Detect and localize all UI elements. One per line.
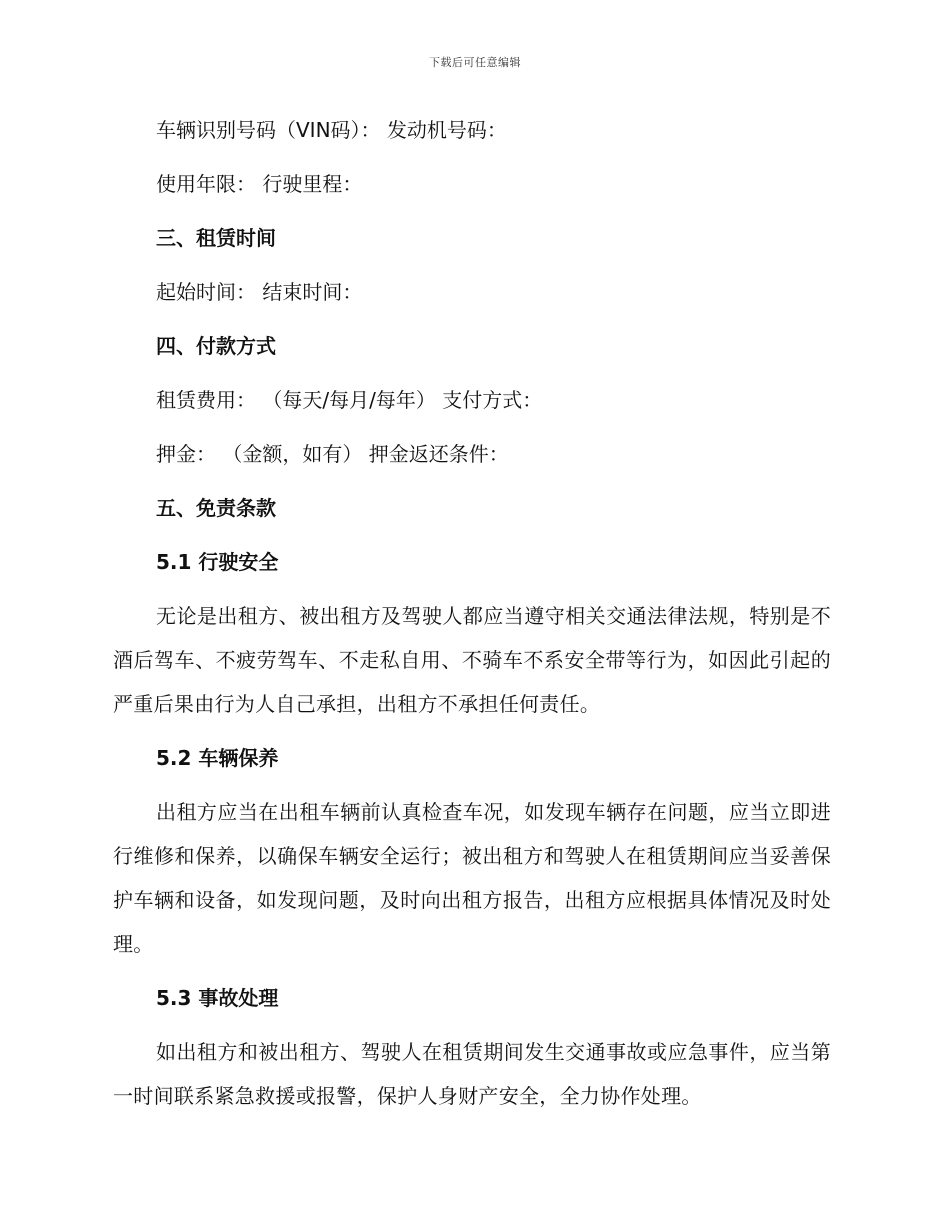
section-5-title: 五、免责条款: [156, 496, 276, 520]
section-4-title: 四、付款方式: [156, 334, 276, 358]
subsection-5-1-title: 5.1 行驶安全: [156, 550, 279, 574]
subsection-5-2-body: 出租方应当在出租车辆前认真检查车况，如发现车辆存在问题，应当立即进行维修和保养，以确保车辆安全运行；被出租方和驾驶人在租赁期间应当妥善保护车辆和设备，如发现问题，及时向出租方报告，出租方应根据具体情况及时处理。: [113, 800, 831, 956]
subsection-5-3-body: 如出租方和被出租方、驾驶人在租赁期间发生交通事故或应急事件，应当第一时间联系紧急救援或报警，保护人身财产安全，全力协作处理。: [113, 1040, 831, 1108]
section-3-title: 三、租赁时间: [156, 226, 276, 250]
years-mileage-line: 使用年限： 行驶里程：: [156, 172, 363, 196]
header-note: 下载后可任意编辑: [429, 56, 521, 69]
subsection-5-3-title: 5.3 事故处理: [156, 986, 279, 1010]
subsection-5-1-body: 无论是出租方、被出租方及驾驶人都应当遵守相关交通法律法规，特别是不酒后驾车、不疲劳驾车、不走私自用、不骑车不系安全带等行为，如因此引起的严重后果由行为人自己承担，出租方不承担任何责任。: [113, 604, 831, 716]
deposit-line: 押金： （金额，如有） 押金返还条件：: [156, 442, 509, 466]
vin-engine-line: 车辆识别号码（VIN码）： 发动机号码：: [156, 118, 507, 142]
subsection-5-2-title: 5.2 车辆保养: [156, 746, 279, 770]
fee-method-line: 租赁费用： （每天/每月/每年） 支付方式：: [156, 388, 543, 412]
document-body: [113, 108, 831, 1128]
start-end-line: 起始时间： 结束时间：: [156, 280, 363, 304]
